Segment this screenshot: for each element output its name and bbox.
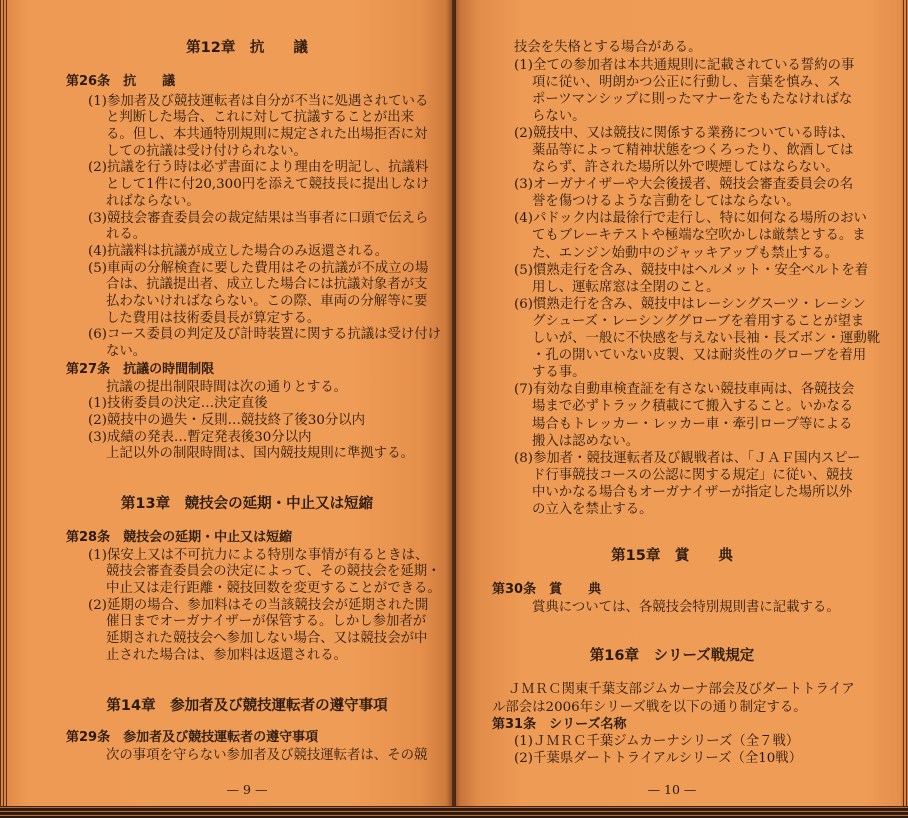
book-gutter <box>446 0 460 808</box>
clause-5 <box>88 261 438 328</box>
series-intro-line: ＪＭＲＣ関東千葉支部ジムカーナ部会及びダートトライア <box>508 682 855 698</box>
clause-line: (6)慣熟走行を含み、競技中はレーシングスーツ・レーシン <box>514 296 866 312</box>
clause-line: ポーツマンシップに則ったマナーをたもたなければな <box>532 91 853 107</box>
clause-3 <box>88 211 438 244</box>
clause-1 <box>88 547 441 598</box>
clause-line: (6)コース委員の判定及び計時装置に関する抗議は受け付け <box>88 327 442 343</box>
chapter-name: 賞 典 <box>674 548 733 564</box>
clause-line: れる。 <box>106 227 147 243</box>
article-heading <box>492 581 884 598</box>
clause-line: らない。 <box>532 108 586 124</box>
clause-line: (4)パドック内は最徐行で走行し、特に如何なる場所のおい <box>514 211 867 227</box>
chapter-number: 第14章 <box>106 698 156 714</box>
page-stack-edge-right <box>901 0 908 818</box>
article-body: 賞典については、各競技会特別規則書に記載する。 <box>532 599 840 615</box>
clause-line: ・孔の開いていない皮製、又は耐炎性のグローブを着用 <box>532 348 867 364</box>
clause-2 <box>88 160 438 210</box>
clause-line: (1)参加者及び競技運転者は自分が不当に処遇されている <box>88 93 429 109</box>
article-heading <box>492 716 884 733</box>
article-30 <box>492 581 884 615</box>
clause-6 <box>88 327 442 360</box>
article-27 <box>66 362 438 464</box>
clause-line: ならず、許された場所以外で喫煙してはならない。 <box>532 160 839 176</box>
clause-line: (5)慣熟走行を含み、競技中はヘルメット・安全ベルトを着 <box>514 262 869 278</box>
article-outro: 上記以外の制限時間は、国内競技規則に準拠する。 <box>106 446 414 462</box>
clause-2 <box>88 598 438 665</box>
clause-line: 延期された競技会へ参加しない場合、又は競技会が中 <box>106 631 428 647</box>
article-heading <box>66 530 438 547</box>
clause-line: 止された場合は、参加料は返還される。 <box>106 647 348 663</box>
page-stack-edge-left <box>0 0 7 818</box>
clause-1 <box>514 57 884 125</box>
article-number: 第26条 <box>66 73 111 89</box>
article-title: 参加者及び競技運転者の遵守事項 <box>123 729 319 745</box>
clause-line: てもブレーキテストや極端な空吹かしは厳禁とする。ま <box>532 228 866 244</box>
clause-5 <box>514 262 884 296</box>
article-26 <box>66 73 442 361</box>
clause-line: (8)参加者・競技運転者及び観戦者は、「ＪＡＦ国内スピー <box>514 450 861 466</box>
chapter-number: 第15章 <box>611 548 661 564</box>
clause-line: 用し、運転席窓は全閉のこと。 <box>532 279 720 295</box>
chapter-12-title <box>66 38 428 58</box>
article-29 <box>66 730 438 765</box>
clause-line: しての抗議は受け付けられない。 <box>106 143 307 159</box>
article-intro: 次の事項を守らない参加者及び競技運転者は、その競 <box>106 747 428 763</box>
clause-line: ればならない。 <box>106 193 200 209</box>
chapter-number: 第12章 <box>186 40 236 56</box>
article-title: 競技会の延期・中止又は短縮 <box>123 529 293 545</box>
clause-line: (3)競技会審査委員会の裁定結果は当事者に口頭で伝えら <box>88 210 429 226</box>
clause-line: として1件に付20,300円を添えて競技長に提出しなけ <box>106 177 430 193</box>
article-29-continued <box>492 39 884 518</box>
clause-6 <box>514 296 884 381</box>
clause-1 <box>88 94 438 161</box>
article-heading <box>66 74 438 91</box>
series-section <box>492 681 884 766</box>
article-intro-continued: 技会を失格とする場合がある。 <box>514 40 702 56</box>
chapter-13-title <box>66 494 428 514</box>
article-number: 第29条 <box>66 729 111 745</box>
chapter-name: シリーズ戦規定 <box>653 648 755 664</box>
chapter-name: 参加者及び競技運転者の遵守事項 <box>170 698 388 714</box>
time-limit-item: (1)技術委員の決定…決定直後 <box>88 396 268 412</box>
clause-line: ド行事競技コースの公認に関する規定」に従い、競技 <box>532 467 853 483</box>
clause-line: (7)有効な自動車検査証を有さない競技車両は、各競技会 <box>514 382 855 398</box>
clause-line: (2)延期の場合、参加料はその当該競技会が延期された開 <box>88 597 429 613</box>
clause-line: 払わないければならない。この際、車両の分解等に要 <box>106 294 428 310</box>
clause-line: 中止又は走行距離・競技回数を変更することができる。 <box>106 581 441 596</box>
clause-2 <box>514 125 884 176</box>
article-28 <box>66 529 441 665</box>
clause-line: した費用は技術委員長が算定する。 <box>106 310 321 326</box>
clause-line: (1)全ての参加者は本共通規則に記載されている誓約の事 <box>514 57 855 73</box>
clause-line: 場合もトレッカー・レッカー車・牽引ロープ等による <box>532 416 853 432</box>
chapter-14-title <box>66 696 428 716</box>
chapter-name: 競技会の延期・中止又は短縮 <box>184 496 374 512</box>
series-list <box>514 733 884 767</box>
clause-line: と判断した場合、これに対して抗議することが出来 <box>106 110 414 126</box>
clause-line: (5)車両の分解検査に要した費用はその抗議が不成立の場 <box>88 260 429 276</box>
article-title: 賞 典 <box>549 582 602 598</box>
clause-line: する事。 <box>532 365 586 381</box>
page-stack-edge-bottom <box>0 806 908 818</box>
article-number: 第31条 <box>492 716 537 732</box>
article-heading <box>66 362 438 379</box>
article-title: シリーズ名称 <box>549 716 627 732</box>
chapter-name: 抗 議 <box>249 40 308 56</box>
series-name: (1)ＪＭＲＣ千葉ジムカーナシリーズ（全７戦） <box>514 733 800 749</box>
clause-line: (2)競技中、又は競技に関係する業務についている時は、 <box>514 125 855 141</box>
clause-line: 項に従い、明朗かつ公正に行動し、言葉を慎み、ス <box>532 74 841 90</box>
clause-line: 競技会審査委員会の決定によって、その競技会を延期・ <box>106 564 441 580</box>
article-intro: 抗議の提出制限時間は次の通りとする。 <box>106 379 348 395</box>
clause-line: 誉を傷つけるような言動をしてはならない。 <box>532 194 800 210</box>
time-limit-item: (2)競技中の過失・反則…競技終了後30分以内 <box>88 413 366 428</box>
clause-line: 場まで必ずトラック積載にて搬入すること。いかなる <box>532 399 854 415</box>
time-limit-item: (3)成績の発表…暫定発表後30分以内 <box>88 429 312 445</box>
article-heading <box>66 730 438 747</box>
article-title: 抗議の時間制限 <box>123 361 215 377</box>
clause-line: 中いかなる場合もオーガナイザーが指定した場所以外 <box>532 484 853 500</box>
clause-line: た、エンジン始動中のジャッキアップも禁止する。 <box>532 245 839 261</box>
article-number: 第30条 <box>492 582 537 598</box>
article-number: 第27条 <box>66 361 111 377</box>
clause-3 <box>514 176 884 210</box>
clause-line: 搬入は認めない。 <box>532 433 640 449</box>
clause-line: 催日までオーガナイザーが保管する。しかし参加者が <box>106 614 427 630</box>
clause-line: (2)抗議を行う時は必ず書面により理由を明記し、抗議料 <box>88 160 429 176</box>
clause-line: (3)オーガナイザーや大会後援者、競技会審査委員会の名 <box>514 177 854 193</box>
article-number: 第28条 <box>66 529 111 545</box>
article-title: 抗 議 <box>123 73 176 89</box>
clause-8 <box>514 450 884 518</box>
time-limit-list <box>88 396 438 446</box>
chapter-15-title <box>492 546 852 566</box>
series-name: (2)千葉県ダートトライアルシリーズ（全10戦） <box>514 750 803 766</box>
clause-4 <box>88 244 438 261</box>
clause-line: しいが、一般に不快感を与えない長袖・長ズボン・運動靴 <box>532 331 881 347</box>
chapter-16-title <box>492 646 852 666</box>
clause-4 <box>514 210 884 261</box>
clause-7 <box>514 381 884 449</box>
clause-line: 薬品等によって精神状態をつくろったり、飲酒しては <box>532 143 854 158</box>
page-number: — 9 — <box>226 782 268 797</box>
series-intro-line: ル部会は2006年シリーズ戦を以下の通り制定する。 <box>492 699 807 715</box>
clause-line: (4)抗議料は抗議が成立した場合のみ返還される。 <box>88 243 389 259</box>
clause-line: 合は、抗議提出者、成立した場合には抗議対象者が支 <box>106 277 428 293</box>
clause-line: る。但し、本共通特別規則に規定された出場拒否に対 <box>106 127 428 142</box>
clause-line: ない。 <box>106 344 147 360</box>
clause-line: (1)保安上又は不可抗力による特別な事情が有るときは、 <box>88 547 429 563</box>
clause-line: の立入を禁止する。 <box>532 501 653 517</box>
chapter-number: 第13章 <box>120 496 171 512</box>
clause-line: グシューズ・レーシンググローブを着用することが望ま <box>532 313 865 329</box>
chapter-number: 第16章 <box>589 648 639 664</box>
page-number: — 10 — <box>647 782 697 797</box>
